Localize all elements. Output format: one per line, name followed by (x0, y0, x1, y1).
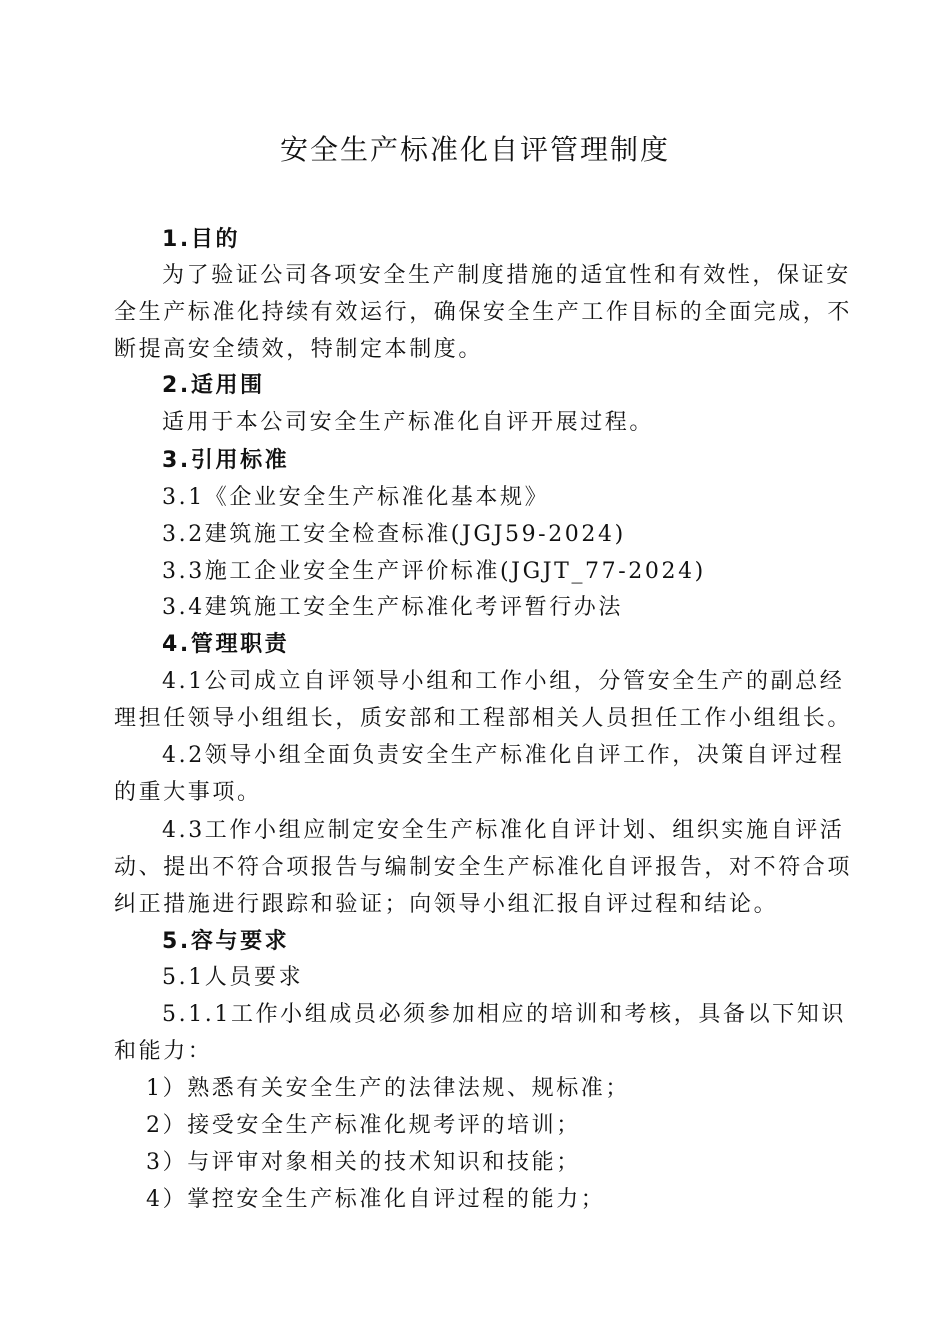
paragraph-line: 纠正措施进行跟踪和验证；向领导小组汇报自评过程和结论。 (114, 892, 779, 917)
list-item: 4）掌控安全生产标准化自评过程的能力； (146, 1187, 606, 1212)
section-heading-content-requirements: 5.容与要求 (162, 929, 290, 954)
paragraph-line: 4.3工作小组应制定安全生产标准化自评计划、组织实施自评活 (162, 818, 845, 843)
document-title: 安全生产标准化自评管理制度 (279, 133, 670, 166)
reference-item: 3.1《企业安全生产标准化基本规》 (162, 485, 550, 510)
paragraph-line: 5.1.1工作小组成员必须参加相应的培训和考核，具备以下知识 (162, 1002, 846, 1027)
paragraph-line: 动、提出不符合项报告与编制安全生产标准化自评报告，对不符合项 (114, 855, 853, 880)
section-heading-references: 3.引用标准 (162, 448, 290, 473)
subsection-heading: 5.1人员要求 (162, 965, 304, 990)
paragraph-line: 适用于本公司安全生产标准化自评开展过程。 (162, 410, 655, 435)
paragraph-line: 的重大事项。 (114, 780, 262, 805)
paragraph-line: 4.1公司成立自评领导小组和工作小组，分管安全生产的副总经 (162, 669, 845, 694)
list-item: 1）熟悉有关安全生产的法律法规、规标准； (146, 1076, 630, 1101)
paragraph-line: 理担任领导小组组长，质安部和工程部相关人员担任工作小组组长。 (114, 706, 853, 731)
paragraph-line: 断提高安全绩效，特制定本制度。 (114, 337, 484, 362)
paragraph-line: 和能力： (114, 1039, 213, 1064)
list-item: 3）与评审对象相关的技术知识和技能； (146, 1150, 581, 1175)
paragraph-line: 4.2领导小组全面负责安全生产标准化自评工作，决策自评过程 (162, 743, 845, 768)
reference-item: 3.4建筑施工安全生产标准化考评暂行办法 (162, 595, 623, 620)
paragraph-line: 全生产标准化持续有效运行，确保安全生产工作目标的全面完成，不 (114, 300, 853, 325)
list-item: 2）接受安全生产标准化规考评的培训； (146, 1113, 581, 1138)
section-heading-purpose: 1.目的 (162, 227, 241, 252)
reference-item: 3.3施工企业安全生产评价标准(JGJT_77-2024) (162, 559, 706, 584)
reference-item: 3.2建筑施工安全检查标准(JGJ59-2024) (162, 522, 626, 547)
section-heading-scope: 2.适用围 (162, 373, 265, 398)
section-heading-responsibilities: 4.管理职责 (162, 632, 290, 657)
paragraph-line: 为了验证公司各项安全生产制度措施的适宜性和有效性，保证安 (162, 263, 851, 288)
